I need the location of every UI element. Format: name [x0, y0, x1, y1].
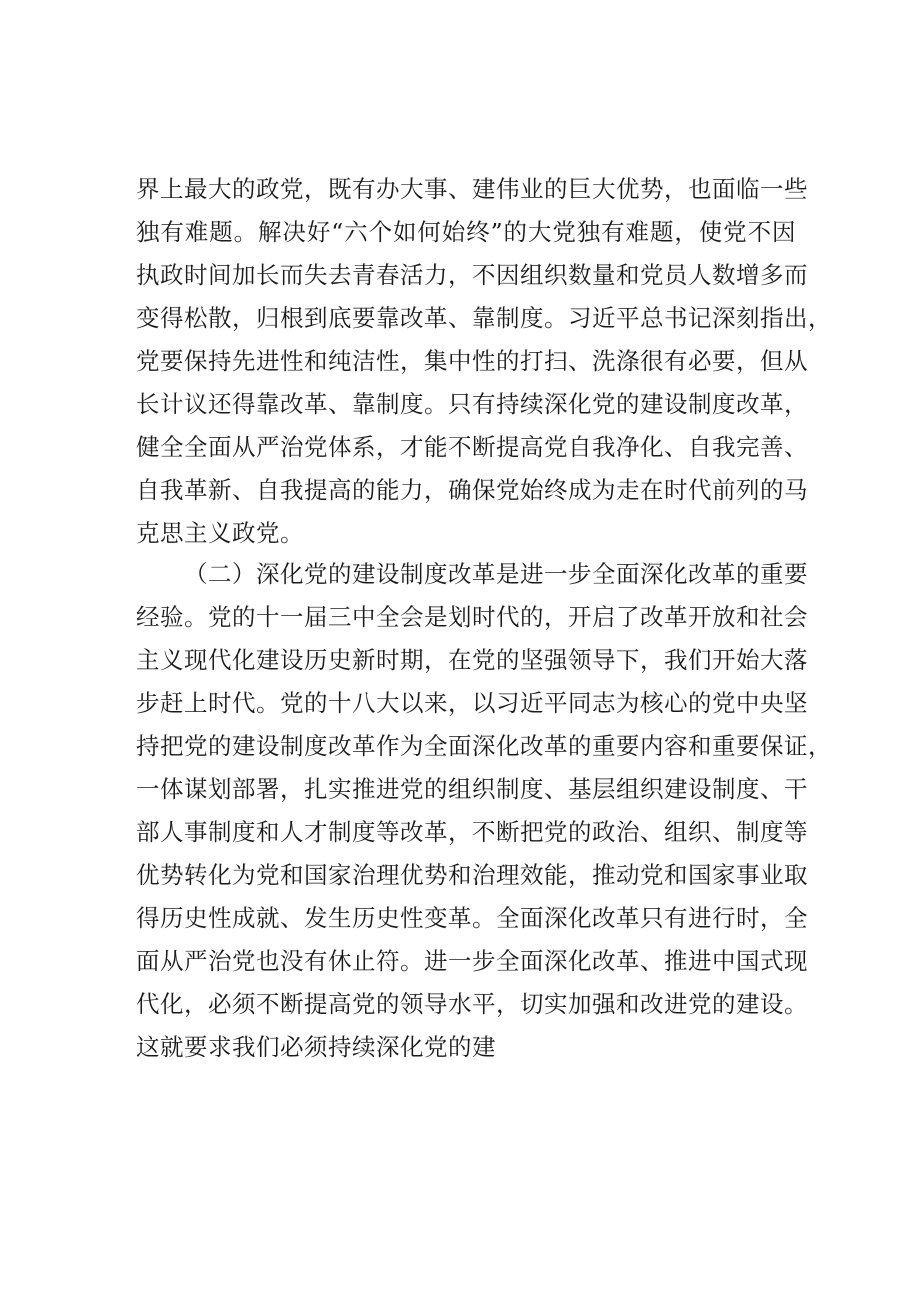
paragraph-line: 步赶上时代。党的十八大以来，以习近平同志为核心的党中央坚 [136, 689, 808, 717]
paragraph-line: 优势转化为党和国家治理优势和治理效能，推动党和国家事业取 [136, 861, 808, 889]
paragraph-line: 主义现代化建设历史新时期，在党的坚强领导下，我们开始大落 [136, 646, 808, 674]
paragraph-line: 党要保持先进性和纯洁性，集中性的打扫、洗涤很有必要，但从 [136, 347, 808, 375]
paragraph-line: 长计议还得靠改革、靠制度。只有持续深化党的建设制度改革， [136, 390, 808, 418]
paragraph-line: 克思主义政党。 [136, 519, 304, 547]
paragraph-line: 部人事制度和人才制度等改革，不断把党的政治、组织、制度等 [136, 818, 808, 846]
paragraph-line: 独有难题。解决好“六个如何始终”的大党独有难题，使党不因 [136, 218, 796, 246]
section-heading-line: （二）深化党的建设制度改革是进一步全面深化改革的重要 [184, 560, 808, 588]
paragraph-line: 一体谋划部署，扎实推进党的组织制度、基层组织建设制度、干 [136, 775, 808, 803]
paragraph-1 [136, 168, 832, 555]
paragraph-line: 经验。党的十一届三中全会是划时代的，开启了改革开放和社会 [136, 603, 808, 631]
paragraph-line: 持把党的建设制度改革作为全面深化改革的重要内容和重要保证， [136, 732, 832, 760]
paragraph-line: 健全全面从严治党体系，才能不断提高党自我净化、自我完善、 [136, 433, 808, 461]
paragraph-2 [136, 553, 832, 1069]
paragraph-line: 变得松散，归根到底要靠改革、靠制度。习近平总书记深刻指出， [136, 304, 832, 332]
paragraph-line: 界上最大的政党，既有办大事、建伟业的巨大优势，也面临一些 [136, 175, 808, 203]
paragraph-line: 自我革新、自我提高的能力，确保党始终成为走在时代前列的马 [136, 476, 808, 504]
paragraph-line: 面从严治党也没有休止符。进一步全面深化改革、推进中国式现 [136, 947, 808, 975]
paragraph-line: 这就要求我们必须持续深化党的建 [136, 1033, 496, 1061]
paragraph-line: 执政时间加长而失去青春活力，不因组织数量和党员人数增多而 [136, 261, 808, 289]
paragraph-line: 得历史性成就、发生历史性变革。全面深化改革只有进行时，全 [136, 904, 808, 932]
paragraph-line: 代化，必须不断提高党的领导水平，切实加强和改进党的建设。 [136, 990, 808, 1018]
